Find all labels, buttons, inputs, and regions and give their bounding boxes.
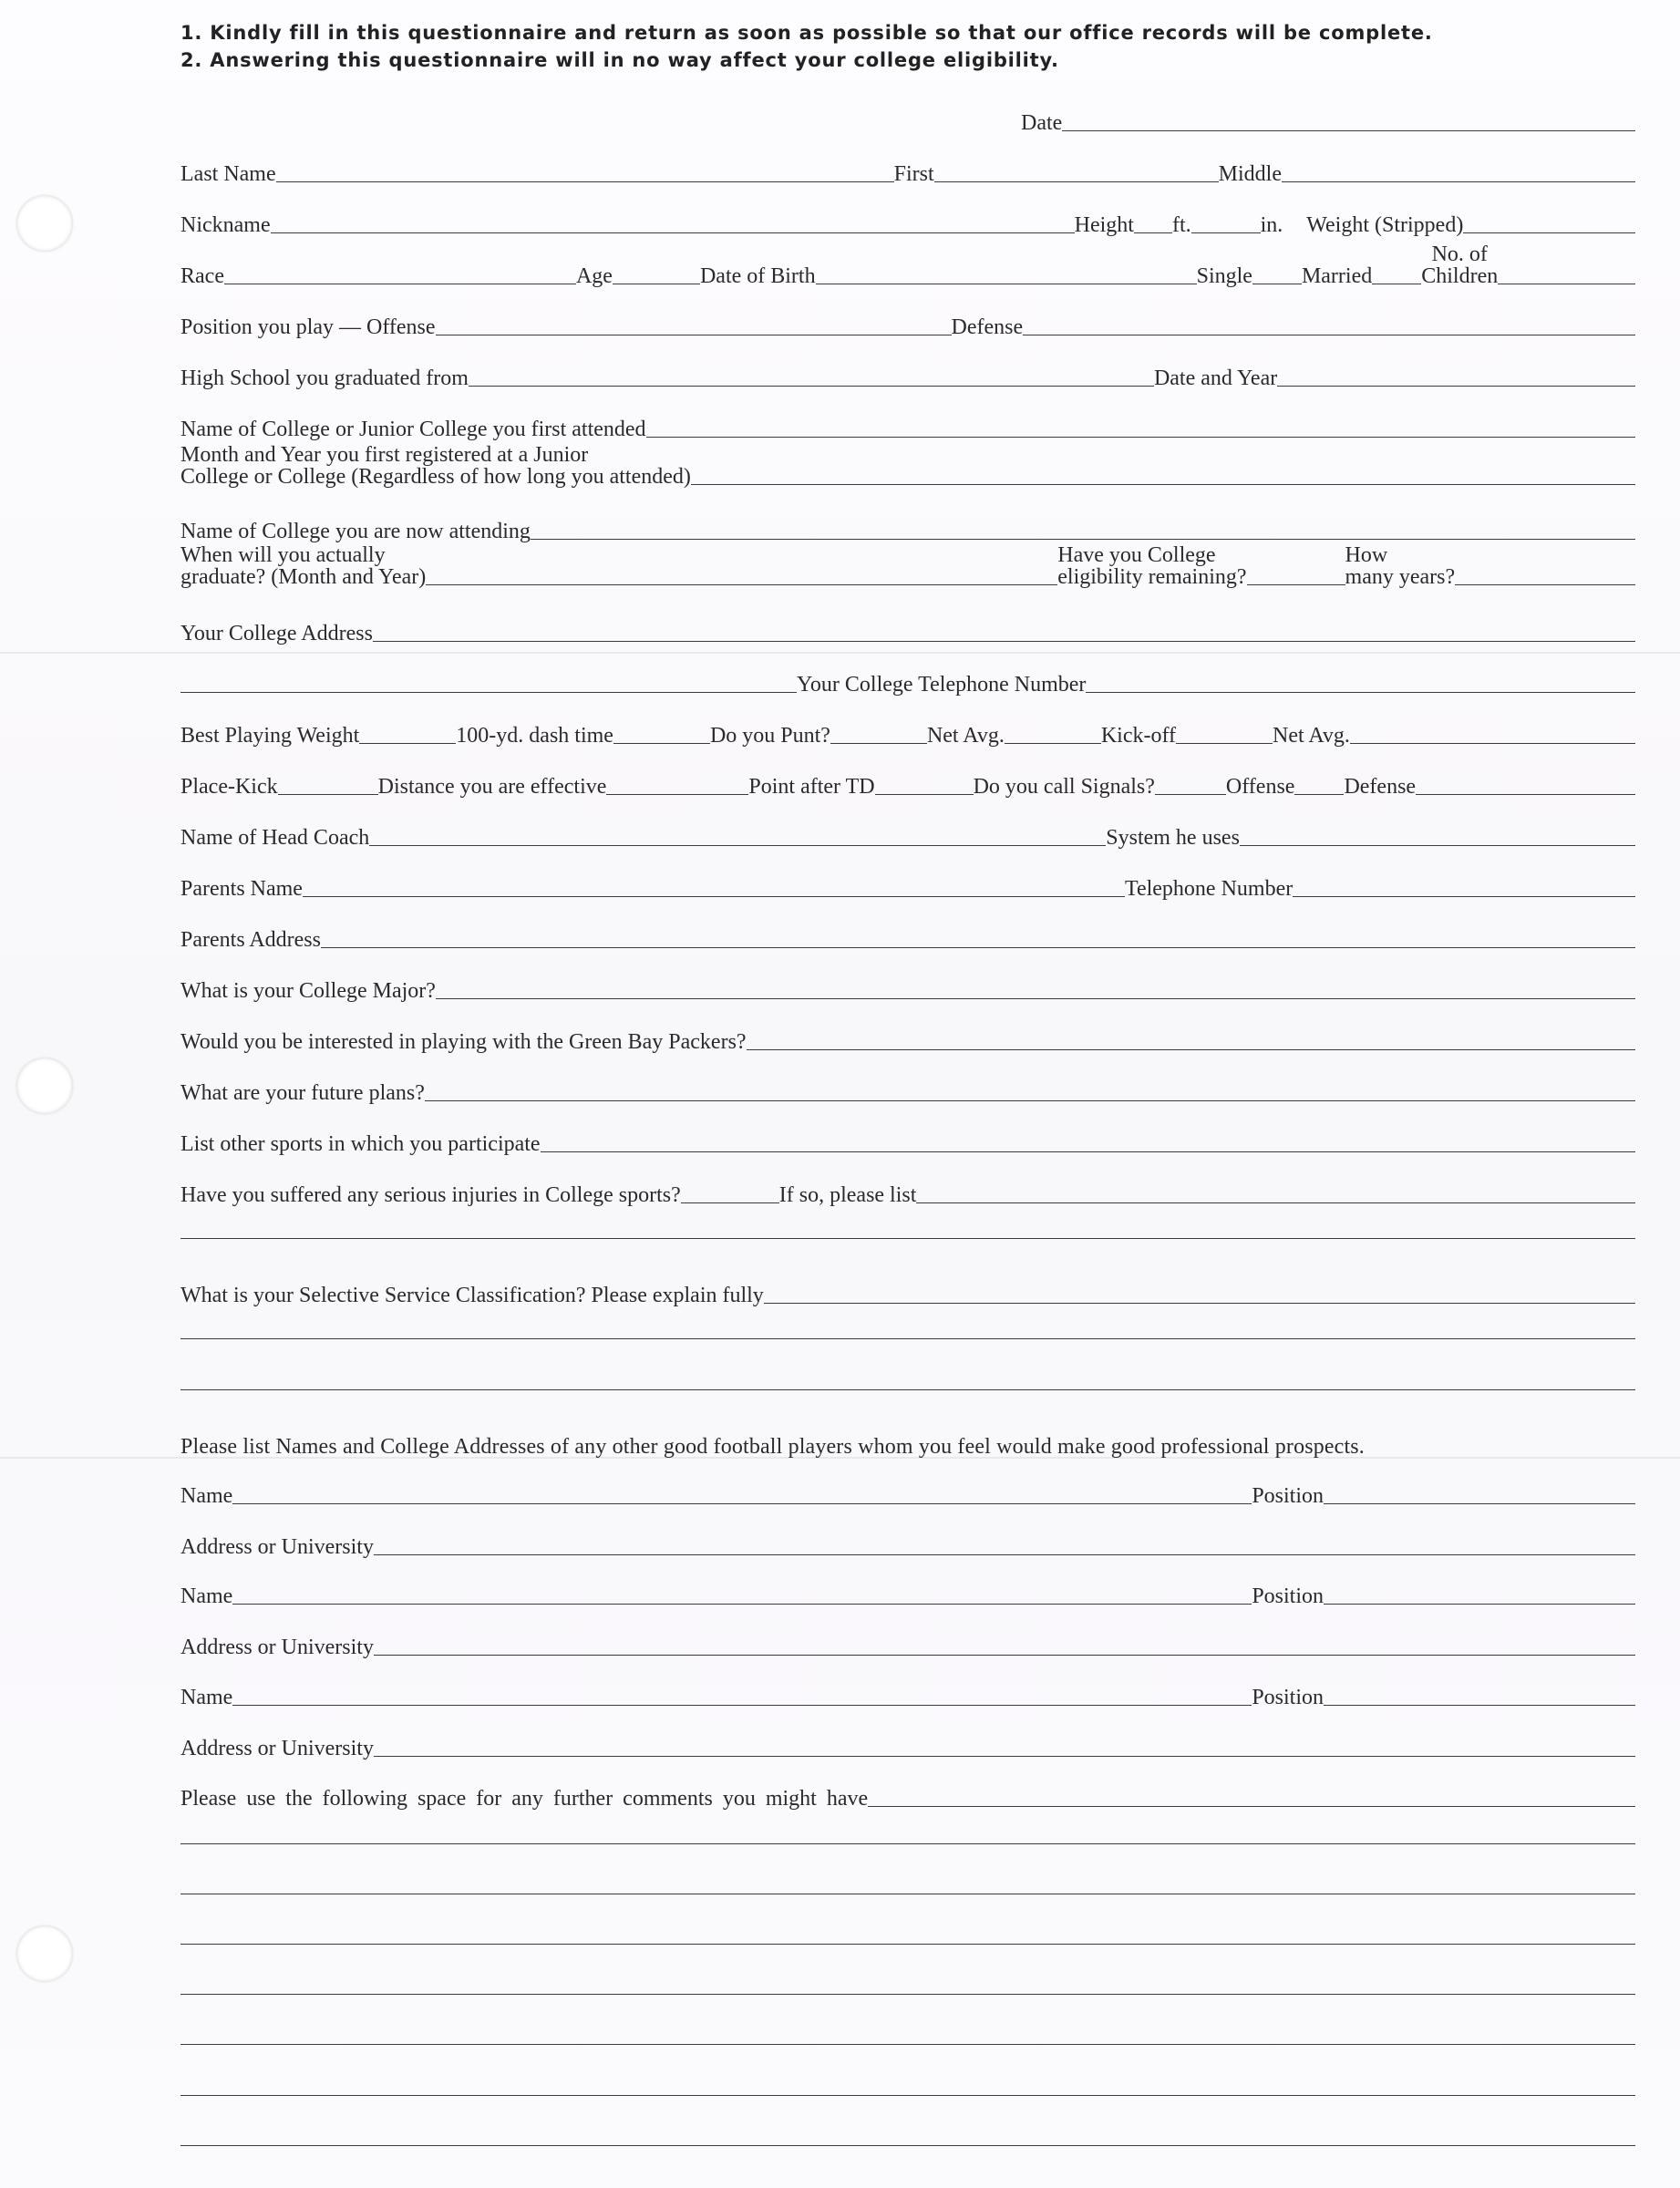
telephone-field[interactable] — [1293, 872, 1635, 897]
age-label: Age — [575, 264, 613, 288]
row-position — [180, 303, 1635, 339]
major-field[interactable] — [436, 975, 1635, 999]
kickoff-label: Kick-off — [1100, 724, 1177, 748]
row-prospect-2-address — [180, 1623, 1635, 1659]
signals-offense-field[interactable] — [1294, 770, 1344, 795]
signals-field[interactable] — [1155, 770, 1226, 795]
kickoff-field[interactable] — [1176, 719, 1273, 744]
dob-label: Date of Birth — [699, 264, 816, 288]
age-field[interactable] — [613, 260, 700, 284]
single-field[interactable] — [1252, 260, 1302, 284]
now-attending-field[interactable] — [531, 515, 1635, 540]
children-label-1: No. of — [1431, 243, 1488, 266]
row-kicking — [180, 762, 1635, 799]
punch-hole — [16, 1058, 73, 1114]
row-date — [180, 98, 1635, 135]
height-ft-field[interactable] — [1134, 209, 1172, 233]
graduate-label-1: When will you actually — [180, 543, 386, 567]
row-name — [180, 150, 1635, 186]
row-major — [180, 966, 1635, 1003]
graduate-label — [180, 544, 426, 589]
eligibility-label-2: eligibility remaining? — [1057, 565, 1247, 589]
date-and-year-label: Date and Year — [1153, 366, 1278, 390]
prospect-3-address-field[interactable] — [374, 1732, 1635, 1757]
prospect-1-address-field[interactable] — [374, 1531, 1635, 1555]
graduate-field[interactable] — [426, 561, 1057, 585]
injuries-label: Have you suffered any serious injuries in College sports? — [180, 1183, 681, 1207]
date-and-year-field[interactable] — [1277, 362, 1635, 387]
eligibility-label — [1057, 544, 1246, 589]
selective-field[interactable] — [764, 1279, 1635, 1304]
prospects-label: Please list Names and College Addresses of any other good football players whom you feel would make good professional prospects. — [180, 1435, 1365, 1459]
college-address-label: Your College Address — [180, 622, 373, 645]
packers-label: Would you be interested in playing with the Green Bay Packers? — [180, 1030, 747, 1054]
major-label: What is your College Major? — [180, 979, 436, 1003]
prospect-name-label: Name — [180, 1686, 233, 1709]
future-label: What are your future plans? — [180, 1081, 425, 1105]
college-address-field[interactable] — [373, 617, 1635, 642]
height-in-field[interactable] — [1191, 209, 1261, 233]
children-label — [1421, 243, 1498, 288]
row-college-address — [180, 609, 1635, 645]
parents-name-label: Parents Name — [180, 877, 303, 901]
eligibility-field[interactable] — [1247, 561, 1345, 585]
row-prospect-1-name — [180, 1471, 1635, 1508]
prospect-address-label: Address or University — [180, 1535, 374, 1559]
prospect-position-label: Position — [1252, 1686, 1324, 1709]
head-coach-label: Name of Head Coach — [180, 826, 370, 850]
row-athletics — [180, 711, 1635, 748]
first-name-label: First — [893, 162, 934, 186]
distance-label: Distance you are effective — [377, 775, 607, 799]
telephone-label: Telephone Number — [1124, 877, 1293, 901]
weight-label: Weight (Stripped) — [1306, 213, 1464, 237]
position-defense-label: Defense — [951, 315, 1024, 339]
registered-label — [180, 444, 691, 489]
row-future — [180, 1068, 1635, 1105]
instruction-1: 1. Kindly fill in this questionnaire and return as soon as possible so that our office records will be complete. — [180, 22, 1433, 44]
high-school-label: High School you graduated from — [180, 366, 469, 390]
injuries-list-field[interactable] — [916, 1179, 1635, 1203]
packers-field[interactable] — [747, 1026, 1635, 1050]
parents-address-field[interactable] — [321, 924, 1635, 948]
prospect-1-position-field[interactable] — [1324, 1480, 1635, 1504]
single-label: Single — [1196, 264, 1252, 288]
punch-hole — [16, 1925, 73, 1982]
best-weight-field[interactable] — [359, 719, 456, 744]
other-sports-label: List other sports in which you participate — [180, 1132, 541, 1156]
race-label: Race — [180, 264, 224, 288]
first-college-field[interactable] — [646, 413, 1635, 438]
fold-crease — [0, 652, 1680, 654]
punt-field[interactable] — [830, 719, 927, 744]
row-prospect-1-address — [180, 1522, 1635, 1559]
future-field[interactable] — [425, 1077, 1635, 1101]
head-coach-field[interactable] — [369, 821, 1106, 846]
registered-field[interactable] — [691, 460, 1635, 485]
row-prospect-3-address — [180, 1724, 1635, 1760]
nickname-field[interactable] — [271, 209, 1075, 233]
other-sports-field[interactable] — [541, 1128, 1635, 1152]
prospect-name-label: Name — [180, 1584, 233, 1608]
ft-label: ft. — [1171, 213, 1191, 237]
comment-line[interactable] — [180, 1994, 1635, 1995]
row-nickname — [180, 201, 1635, 237]
comment-line[interactable] — [180, 1843, 1635, 1844]
row-other-sports — [180, 1120, 1635, 1156]
first-name-field[interactable] — [934, 158, 1219, 182]
pat-field[interactable] — [875, 770, 974, 795]
row-registered — [180, 438, 1635, 489]
row-packers — [180, 1017, 1635, 1054]
married-label: Married — [1301, 264, 1373, 288]
registered-label-1: Month and Year you first registered at a Junior — [180, 443, 589, 467]
prospect-position-label: Position — [1252, 1484, 1324, 1508]
nickname-label: Nickname — [180, 213, 271, 237]
prospect-2-position-field[interactable] — [1324, 1580, 1635, 1605]
row-prospect-3-name — [180, 1673, 1635, 1709]
signals-offense-label: Offense — [1225, 775, 1295, 799]
now-attending-label: Name of College you are now attending — [180, 520, 531, 543]
row-race — [180, 243, 1635, 288]
instruction-2: 2. Answering this questionnaire will in no way affect your college eligibility. — [180, 49, 1059, 71]
place-kick-label: Place-Kick — [180, 775, 278, 799]
college-address-field-2[interactable] — [180, 668, 797, 693]
college-phone-label: Your College Telephone Number — [797, 673, 1087, 697]
years-label-1: How — [1345, 543, 1388, 567]
prospect-3-name-field[interactable] — [232, 1681, 1252, 1706]
prospect-2-address-field[interactable] — [374, 1631, 1635, 1656]
college-phone-field[interactable] — [1086, 668, 1635, 693]
married-field[interactable] — [1372, 260, 1421, 284]
row-first-college — [180, 405, 1635, 441]
high-school-field[interactable] — [469, 362, 1154, 387]
signals-label: Do you call Signals? — [973, 775, 1155, 799]
date-field[interactable] — [1062, 107, 1635, 131]
years-label-2: many years? — [1345, 565, 1456, 589]
row-graduate — [180, 538, 1635, 589]
if-so-label: If so, please list — [778, 1183, 917, 1207]
comment-line[interactable] — [180, 2095, 1635, 2096]
children-field[interactable] — [1498, 260, 1635, 284]
dash-label: 100-yd. dash time — [456, 724, 613, 748]
position-defense-field[interactable] — [1023, 311, 1635, 335]
comment-line[interactable] — [180, 2044, 1635, 2045]
last-name-field[interactable] — [276, 158, 894, 182]
middle-name-field[interactable] — [1282, 158, 1635, 182]
punt-label: Do you Punt? — [709, 724, 830, 748]
prospect-name-label: Name — [180, 1484, 233, 1508]
eligibility-label-1: Have you College — [1057, 543, 1216, 567]
system-field[interactable] — [1240, 821, 1635, 846]
punch-hole — [16, 195, 73, 252]
distance-field[interactable] — [606, 770, 748, 795]
signals-defense-field[interactable] — [1416, 770, 1635, 795]
years-field[interactable] — [1455, 561, 1635, 585]
date-label: Date — [1021, 111, 1063, 135]
row-prospect-2-name — [180, 1572, 1635, 1608]
row-college-phone — [180, 660, 1635, 697]
net-avg-field[interactable] — [1005, 719, 1101, 744]
row-high-school — [180, 354, 1635, 390]
net-avg-2-label: Net Avg. — [1273, 724, 1350, 748]
dob-field[interactable] — [816, 260, 1197, 284]
dash-field[interactable] — [613, 719, 710, 744]
comments-label: Please use the following space for any further comments you might have — [180, 1787, 869, 1811]
selective-line[interactable] — [180, 1389, 1635, 1390]
last-name-label: Last Name — [180, 162, 276, 186]
position-offense-field[interactable] — [436, 311, 952, 335]
injuries-list-line[interactable] — [180, 1238, 1635, 1239]
row-prospects — [180, 1422, 1635, 1459]
signals-defense-label: Defense — [1344, 775, 1417, 799]
prospect-1-name-field[interactable] — [232, 1480, 1252, 1504]
row-comments — [180, 1774, 1635, 1811]
selective-label: What is your Selective Service Classification? Please explain fully — [180, 1284, 764, 1307]
first-college-label: Name of College or Junior College you first attended — [180, 418, 646, 441]
graduate-label-2: graduate? (Month and Year) — [180, 565, 427, 589]
row-head-coach — [180, 813, 1635, 850]
height-label: Height — [1074, 213, 1134, 237]
prospect-3-position-field[interactable] — [1324, 1681, 1635, 1706]
row-injuries — [180, 1171, 1635, 1207]
years-label — [1345, 544, 1456, 589]
comments-field[interactable] — [868, 1782, 1635, 1807]
best-weight-label: Best Playing Weight — [180, 724, 360, 748]
injuries-field[interactable] — [681, 1179, 779, 1203]
middle-name-label: Middle — [1218, 162, 1282, 186]
net-avg-label: Net Avg. — [926, 724, 1005, 748]
pat-label: Point after TD — [748, 775, 875, 799]
parents-address-label: Parents Address — [180, 928, 321, 952]
row-parents-name — [180, 864, 1635, 901]
prospect-position-label: Position — [1252, 1584, 1324, 1608]
prospect-address-label: Address or University — [180, 1636, 374, 1659]
row-selective — [180, 1271, 1635, 1307]
row-parents-address — [180, 915, 1635, 952]
system-label: System he uses — [1106, 826, 1240, 850]
race-field[interactable] — [224, 260, 576, 284]
weight-field[interactable] — [1463, 209, 1635, 233]
parents-name-field[interactable] — [303, 872, 1125, 897]
position-offense-label: Position you play — Offense — [180, 315, 436, 339]
prospect-2-name-field[interactable] — [232, 1580, 1252, 1605]
selective-line[interactable] — [180, 1338, 1635, 1339]
children-label-2: Children — [1421, 264, 1499, 288]
place-kick-field[interactable] — [278, 770, 378, 795]
in-label: in. — [1260, 213, 1283, 237]
comment-line[interactable] — [180, 2145, 1635, 2146]
prospect-address-label: Address or University — [180, 1737, 374, 1760]
comment-line[interactable] — [180, 1944, 1635, 1945]
registered-label-2: College or College (Regardless of how long you attended) — [180, 465, 691, 489]
net-avg-2-field[interactable] — [1350, 719, 1635, 744]
